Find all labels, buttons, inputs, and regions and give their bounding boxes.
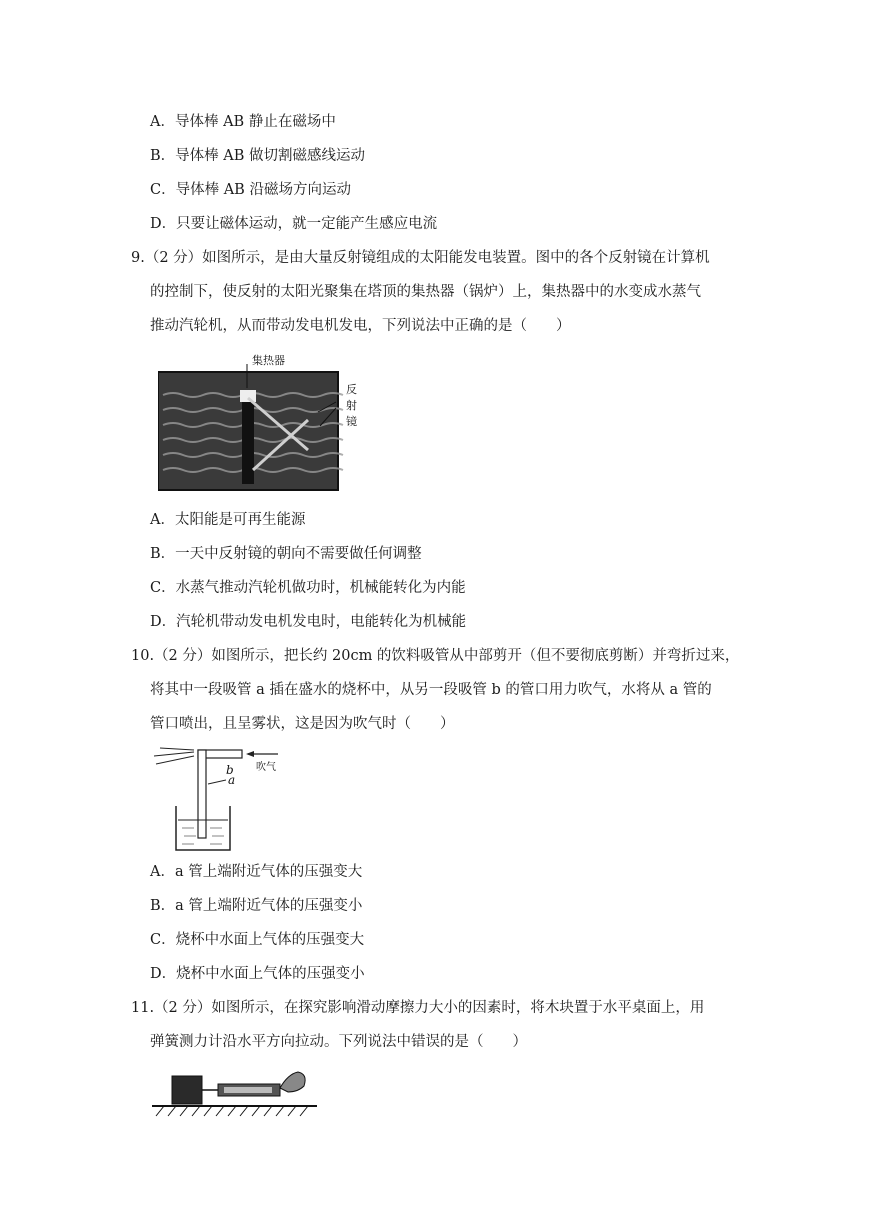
q10-option-b: B．a 管上端附近气体的压强变小 bbox=[150, 898, 363, 914]
q9-stem-line-1: 9.（2 分）如图所示，是由大量反射镜组成的太阳能发电装置。图中的各个反射镜在计算机 bbox=[131, 250, 710, 266]
q9-option-d: D．汽轮机带动发电机发电时，电能转化为机械能 bbox=[150, 614, 467, 630]
q10-stem-line-1: 10.（2 分）如图所示，把长约 20cm 的饮料吸管从中部剪开（但不要彻底剪断）并弯折过来， bbox=[131, 648, 740, 664]
q8-option-b: B．导体棒 AB 做切割磁感线运动 bbox=[150, 148, 365, 164]
q8-option-d: D．只要让磁体运动，就一定能产生感应电流 bbox=[150, 216, 438, 232]
q10-option-c: C．烧杯中水面上气体的压强变大 bbox=[150, 932, 365, 948]
q8-option-a: A．导体棒 AB 静止在磁场中 bbox=[150, 114, 336, 130]
q9-stem-line-3: 推动汽轮机，从而带动发电机发电，下列说法中正确的是（ ） bbox=[150, 318, 571, 334]
q9-option-a: A．太阳能是可再生能源 bbox=[150, 512, 306, 528]
solar-power-plant-figure bbox=[158, 350, 368, 492]
q11-stem-line-1: 11.（2 分）如图所示，在探究影响滑动摩擦力大小的因素时，将木块置于水平桌面上，用 bbox=[131, 1000, 705, 1016]
q9-stem-line-2: 的控制下，使反射的太阳光聚集在塔顶的集热器（锅炉）上，集热器中的水变成水蒸气 bbox=[150, 284, 701, 300]
q8-option-c: C．导体棒 AB 沿磁场方向运动 bbox=[150, 182, 351, 198]
spring-scale-friction-figure bbox=[152, 1062, 317, 1120]
q11-stem-line-2: 弹簧测力计沿水平方向拉动。下列说法中错误的是（ ） bbox=[150, 1034, 527, 1050]
label-b: b bbox=[226, 763, 234, 777]
mirror-label-1: 反 bbox=[346, 383, 357, 396]
q10-option-a: A．a 管上端附近气体的压强变大 bbox=[150, 864, 363, 880]
q10-stem-line-2: 将其中一段吸管 a 插在盛水的烧杯中，从另一段吸管 b 的管口用力吹气，水将从 a 管的 bbox=[150, 682, 712, 698]
q10-option-d: D．烧杯中水面上气体的压强变小 bbox=[150, 966, 365, 982]
q9-option-c: C．水蒸气推动汽轮机做功时，机械能转化为内能 bbox=[150, 580, 466, 596]
straw-blowing-figure bbox=[150, 744, 300, 854]
collector-label: 集热器 bbox=[252, 354, 285, 367]
q9-option-b: B．一天中反射镜的朝向不需要做任何调整 bbox=[150, 546, 422, 562]
label-a: a bbox=[228, 773, 236, 787]
q10-stem-line-3: 管口喷出，且呈雾状，这是因为吹气时（ ） bbox=[150, 716, 455, 732]
mirror-label-2: 射 bbox=[346, 399, 357, 412]
label-blow: 吹气 bbox=[256, 762, 276, 773]
mirror-label-3: 镜 bbox=[346, 415, 357, 428]
